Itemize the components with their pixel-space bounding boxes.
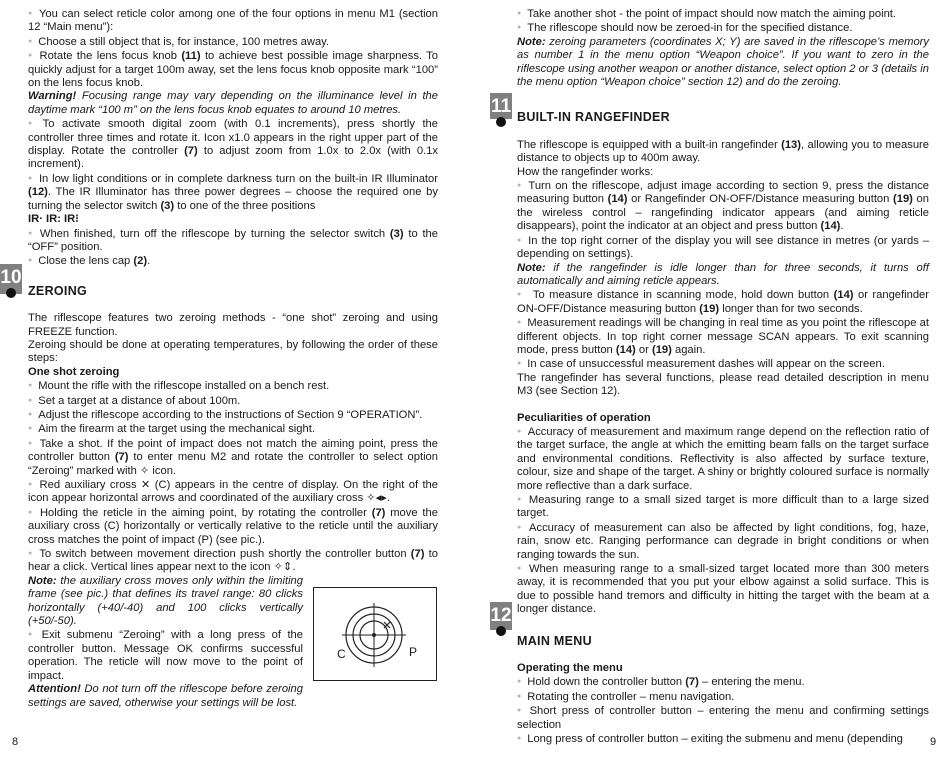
reference-number: (19) <box>699 302 720 315</box>
text-run: move the auxiliary cross (C) horizontally or vertically relative to the reticle until the auxiliary cross matches the point of impact (P) (see pic.). <box>28 506 438 546</box>
reference-number: (19) <box>893 193 913 206</box>
bullet-item <box>28 422 438 436</box>
text-run: to the “OFF” position. <box>28 227 438 253</box>
rangefinder-body <box>517 139 929 617</box>
note-paragraph <box>28 683 303 710</box>
note-label: Note: <box>517 261 546 274</box>
right-page-column <box>517 7 929 747</box>
bullet-item <box>517 493 929 521</box>
text-run: to achieve best possible image sharpness. To quickly adjust for a target 100m away, set the lens focus knob opposite mark “100” on the lens focus knob. <box>28 50 438 90</box>
text-run: Holding the reticle in the aiming point, by rotating the controller <box>39 506 372 519</box>
text-run: The riflescope should now be zeroed-in for the specified distance. <box>527 22 853 35</box>
text-run: Rotate the lens focus knob <box>39 50 182 63</box>
paragraph <box>28 213 438 226</box>
text-run: to one of the three positions <box>174 199 316 212</box>
bullet-item <box>517 704 929 732</box>
text-run: Accuracy of measurement and maximum range depend on the reflection ratio of the target surface, the angle at which the emitting beam falls on the target surface and environmental conditions. Reflectivity is also affected by surface texture, colour, size and shape of the target. A shiny or brightly coloured surface is normally more reflective than a dark surface. <box>517 425 929 492</box>
text-run: or rangefinder ON-OFF/Distance measuring button <box>517 289 930 315</box>
bullet-item <box>517 316 929 357</box>
section-10-tab: 10 <box>0 264 22 294</box>
note-paragraph <box>517 36 929 90</box>
note-paragraph <box>28 90 438 117</box>
text-run: To switch between movement direction push shortly the controller button <box>39 548 411 561</box>
reference-number: (7) <box>371 506 386 519</box>
reference-number: (7) <box>410 548 425 561</box>
bullet-item <box>28 172 438 213</box>
right-top-text <box>517 7 929 89</box>
reference-number: IR· IR: IR⁝ <box>28 213 79 226</box>
section-10-bullet-icon <box>6 288 16 298</box>
text-run: . <box>147 255 151 268</box>
reference-number: (7) <box>184 145 198 158</box>
zeroing-body <box>28 312 438 575</box>
note-paragraph <box>28 575 303 629</box>
text-run: longer than for two seconds. <box>719 302 863 315</box>
figure-label-c: C <box>337 647 346 661</box>
text-run: Operating the menu <box>517 662 623 675</box>
text-run: Peculiarities of operation <box>517 411 651 424</box>
text-run: Accuracy of measurement can also be affected by light conditions, fog, haze, rain, snow etc. Ranging performance can degrade in bright conditions or when ranging towards the sun. <box>517 521 929 561</box>
text-run: Set a target at a distance of about 100m. <box>38 394 241 407</box>
paragraph <box>517 139 929 166</box>
bullet-item <box>517 357 929 371</box>
text-run: You can select reticle color among one of the four options in menu M1 (section 12 “Main menu”): <box>28 8 438 34</box>
page-number-left: 8 <box>12 736 19 748</box>
bullet-item <box>28 7 438 35</box>
text-run: the auxiliary cross moves only within the limiting frame (see pic.) that defines its travel range: 80 clicks horizontally (+40/-40) and 100 clicks vertically (+50/-50). <box>28 574 303 628</box>
paragraph-gap <box>517 399 929 412</box>
bullet-item <box>28 35 438 49</box>
text-run: – entering the menu. <box>698 676 805 689</box>
text-run: In case of unsuccessful measurement dashes will appear on the screen. <box>527 358 885 371</box>
text-run: Red auxiliary cross ✕ (C) appears in the centre of display. On the right of the icon appear horizontal arrows and coordinated of the auxiliary cross ✧◂▸. <box>28 479 439 505</box>
paragraph <box>28 312 438 339</box>
text-run: Measuring range to a small sized target is more difficult than to a large sized target. <box>517 494 929 520</box>
reference-number: (3) <box>389 227 404 240</box>
zeroing-figure <box>313 587 437 681</box>
reference-number: (19) <box>651 343 672 356</box>
text-run: , allowing you to measure distance to objects up to 400m away. <box>517 138 929 165</box>
note-label: Note: <box>517 35 546 48</box>
text-run: To measure distance in scanning mode, hold down button <box>528 289 834 302</box>
main-menu-body <box>517 662 929 746</box>
bullet-item <box>517 234 929 262</box>
page-number-right: 9 <box>930 736 937 748</box>
bullet-item <box>28 379 438 393</box>
bullet-item <box>28 628 303 683</box>
bullet-item <box>517 690 929 704</box>
text-run: Measurement readings will be changing in real time as you point the riflescope at different objects. In top right corner message SCAN appears. To exit scanning mode, press button <box>517 317 930 356</box>
text-run: . The IR Illuminator has three power degrees – choose the required one by turning the selector switch <box>28 186 438 212</box>
text-run: to adjust zoom from 1.0x to 2.0x (with 0.1x increment). <box>28 145 439 171</box>
bullet-item <box>28 408 438 422</box>
text-run: The riflescope features two zeroing methods - “one shot” zeroing and using FREEZE function. <box>28 312 438 338</box>
text-run: To activate smooth digital zoom (with 0.1 increments), press shortly the controller three times and rotate it. Icon x1.0 appears in the right upper part of the display. Rotate the controller <box>28 118 438 158</box>
section-11-tab: 11 <box>490 93 512 119</box>
section-12-bullet-icon <box>496 626 506 636</box>
bullet-item <box>28 117 438 172</box>
text-run: In the top right corner of the display you will see distance in metres (or yards – depending on settings). <box>517 234 930 261</box>
section-11-bullet-icon <box>496 117 506 127</box>
text-run: Turn on the riflescope, adjust image according to section 9, press the distance measuring button <box>517 180 930 206</box>
bullet-item <box>28 254 438 268</box>
text-run: Adjust the riflescope according to the instructions of Section 9 “OPERATION”. <box>38 408 423 421</box>
note-label: Attention! <box>28 683 81 696</box>
text-run: Exit submenu “Zeroing” with a long press of the controller button. Message OK confirms successful operation. The reticle will now move to the point of impact. <box>28 629 303 682</box>
bullet-item <box>28 478 438 506</box>
text-run: to hear a click. Vertical lines appear next to the icon ✧⇕. <box>28 548 438 574</box>
reference-number: (14) <box>615 343 636 356</box>
subheading <box>28 366 438 379</box>
reference-number: (14) <box>820 220 841 233</box>
section-11-title: BUILT-IN RANGEFINDER <box>517 110 670 125</box>
text-run: Hold down the controller button <box>527 676 686 689</box>
figure-label-p: P <box>409 645 418 659</box>
bullet-item <box>517 288 929 316</box>
text-run: When measuring range to a small-sized target located more than 300 meters away, it is recommended that you put your elbow against a solid surface. This is due to possible hand tremors and difficulty in hitting the target with the beam at a longer distance. <box>517 563 929 616</box>
note-label: Warning! <box>28 90 77 103</box>
bullet-item <box>28 547 438 575</box>
bullet-item <box>28 506 438 547</box>
text-run: again. <box>671 343 706 356</box>
text-run: Zeroing should be done at operating temperatures, by following the order of these steps: <box>28 338 438 365</box>
text-run: Mount the rifle with the riflescope installed on a bench rest. <box>38 380 330 393</box>
reference-number: (13) <box>781 138 801 151</box>
text-run: One shot zeroing <box>28 365 120 378</box>
reference-number: (14) <box>607 193 628 206</box>
paragraph <box>28 339 438 366</box>
bullet-item <box>517 179 929 234</box>
reference-number: (14) <box>833 289 854 302</box>
text-run: if the rangefinder is idle longer than for three seconds, it turns off automatically and aiming reticle appears. <box>517 261 929 287</box>
bullet-item <box>517 732 929 746</box>
reference-number: (11) <box>181 50 201 63</box>
bullet-item <box>517 425 929 493</box>
bullet-item <box>517 562 929 617</box>
zeroing-narrow-text <box>28 575 303 710</box>
text-run: Long press of controller button – exiting the submenu and menu (depending <box>527 733 903 746</box>
text-run: zeroing parameters (coordinates X; Y) are saved in the riflescope’s memory as number 1 in the menu option “Weapon choice”. If you want to zero in the riflescope using another weapon or another distance, select option 2 or 3 (details in the menu option “Weapon choice” section 12) and do the zeroing. <box>517 35 929 89</box>
bullet-item <box>28 49 438 90</box>
reticle-diagram-icon <box>314 588 436 680</box>
bullet-item <box>28 394 438 408</box>
bullet-item <box>517 7 929 21</box>
section-12-title: MAIN MENU <box>517 633 592 648</box>
text-run: Aim the firearm at the target using the mechanical sight. <box>38 423 315 436</box>
bullet-item <box>28 437 438 478</box>
text-run: When finished, turn off the riflescope by turning the selector switch <box>39 227 390 240</box>
text-run: Take another shot - the point of impact should now match the aiming point. <box>527 8 897 20</box>
bullet-item <box>517 675 929 689</box>
reference-number: (7) <box>114 451 129 464</box>
left-top-text <box>28 7 438 269</box>
section-12-tab: 12 <box>490 602 512 630</box>
text-run: The rangefinder has several functions, please read detailed description in menu M3 (see Section 12). <box>517 371 929 398</box>
text-run: In low light conditions or in complete darkness turn on the built-in IR Illuminator <box>38 172 438 185</box>
bullet-item <box>517 521 929 562</box>
text-run: Do not turn off the riflescope before zeroing settings are saved, otherwise your settings will be lost. <box>28 683 303 709</box>
reference-number: (12) <box>28 186 48 199</box>
bullet-item <box>517 21 929 35</box>
reference-number: (2) <box>133 255 148 268</box>
text-run: on the wireless control – rangefinding indicator appears (and aiming reticle disappears), point the indicator at an object and press button <box>517 193 929 233</box>
text-run: or Rangefinder ON-OFF/Distance measuring button <box>627 193 894 206</box>
paragraph <box>517 166 929 179</box>
text-run: Short press of controller button – entering the menu and confirming settings selection <box>517 705 930 731</box>
subheading <box>517 662 929 675</box>
text-run: Choose a still object that is, for instance, 100 metres away. <box>38 35 330 48</box>
text-run: Focusing range may vary depending on the illuminance level in the daytime mark “100 m” on the lens focus knob equates to around 10 metres. <box>28 90 438 116</box>
text-run: The riflescope is equipped with a built-in rangefinder <box>517 138 782 151</box>
text-run: Rotating the controller – menu navigation. <box>527 690 735 703</box>
text-run: . <box>840 220 844 233</box>
text-run: or <box>635 343 652 356</box>
note-paragraph <box>517 262 929 289</box>
text-run: How the rangefinder works: <box>517 165 654 178</box>
section-10-title: ZEROING <box>28 283 88 298</box>
text-run: Take a shot. If the point of impact does not match the aiming point, press the controller button <box>28 437 438 464</box>
reference-number: (7) <box>685 676 699 689</box>
bullet-item <box>28 227 438 255</box>
subheading <box>517 412 929 425</box>
note-label: Note: <box>28 574 57 587</box>
reference-number: (3) <box>160 199 175 212</box>
text-run: Close the lens cap <box>38 255 134 268</box>
paragraph <box>517 372 929 399</box>
text-run: to enter menu M2 and rotate the controller to select option “Zeroing” marked with ✧ icon. <box>28 451 438 477</box>
